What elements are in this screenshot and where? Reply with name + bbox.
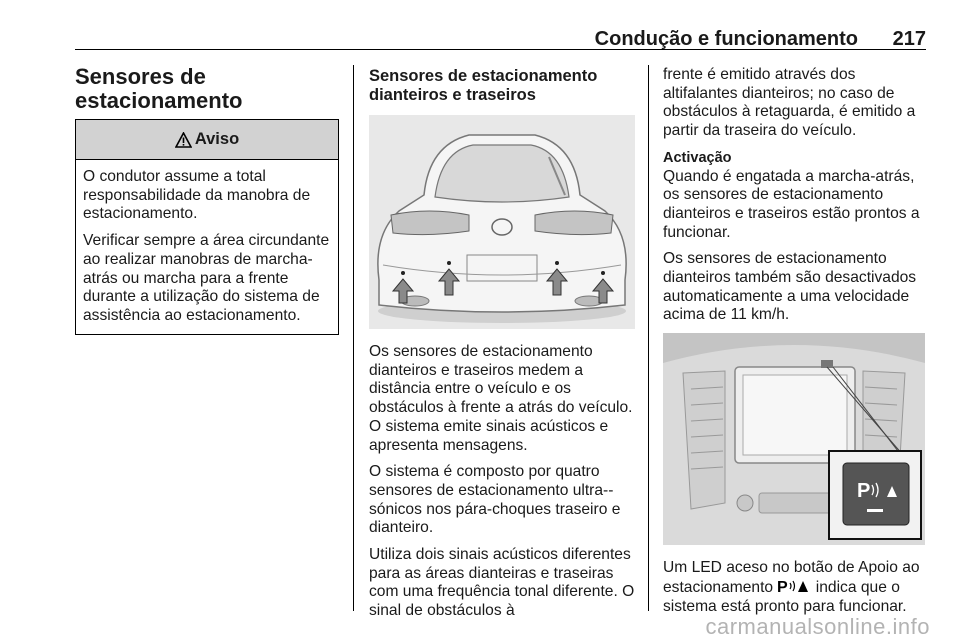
body-paragraph: Os sensores de estacionamento dianteiros e traseiros medem a distância entre o veículo e os obstáculos à frente a atrás do veículo. O sistema emite sinais acústicos e apresenta mensagens. [369,343,633,454]
column-divider [353,65,354,611]
body-paragraph: O sistema é composto por quatro sensores de estacionamento ultra--sónicos nos pára-choques traseiro e dianteiro. [369,463,621,537]
warning-paragraph: Verificar sempre a área circundante ao realizar manobras de marcha-atrás ou marcha para a frente durante a utilização do sistema de assistência ao estacionamento. [83,232,330,324]
svg-text:P: P [777,578,789,594]
body-paragraph: Utiliza dois sinais acústicos diferentes para as áreas dianteiras e traseiras com uma frequência tonal diferente. O sinal de obstáculos à [369,546,635,620]
body-paragraph: Um LED aceso no botão de Apoio ao estacionamento P indica que o sistema está pronto para funcionar. [663,559,920,615]
watermark: carmanualsonline.info [705,614,930,639]
section-title: Sensores de estacionamento [75,64,243,113]
warning-box [75,119,339,335]
svg-text:P: P [857,480,871,503]
body-paragraph: frente é emitido através dos altifalantes dianteiros; no caso de obstáculos à retaguarda, é emitido a partir da traseira do veículo. [663,66,916,140]
activation-block: Activação Quando é engatada a marcha-atrás, os sensores de estacionamento dianteiros e traseiros estão prontos a funcionar. [663,149,929,243]
warning-paragraph: O condutor assume a total responsabilidade da manobra de estacionamento. [83,168,311,223]
dashboard-illustration [663,333,929,545]
chapter-title: Condução e funcionamento [594,28,858,50]
column-divider [648,65,649,611]
body-paragraph: Os sensores de estacionamento dianteiros também são desactivados automaticamente a uma velocidade acima de 11 km/h. [663,250,917,324]
park-assist-icon [777,578,811,594]
warning-heading: Aviso [76,120,338,160]
column-left [75,65,339,335]
car-rear-illustration [369,115,635,329]
page-header [75,28,926,50]
column-right [663,66,929,624]
subsection-title: Sensores de estacionamento dianteiros e traseiros [369,67,598,104]
warning-body [76,160,338,326]
warning-triangle-icon [175,132,192,148]
activation-heading: Activação [663,149,732,166]
page-number: 217 [892,28,926,50]
column-middle [369,67,635,629]
